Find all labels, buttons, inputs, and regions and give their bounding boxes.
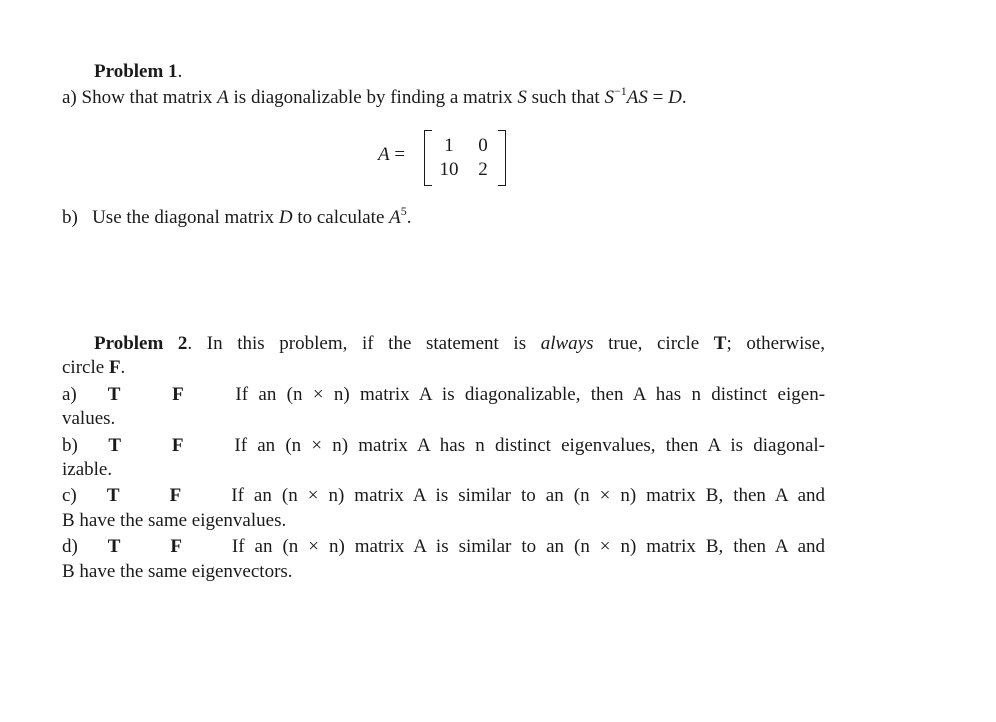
true-option[interactable]: T — [107, 384, 121, 405]
part-b-text: to calculate — [292, 207, 390, 228]
var-d: D — [668, 87, 682, 108]
part-b-label: b) — [62, 207, 78, 228]
part-a-text: is diagonalizable by finding a matrix — [228, 87, 518, 108]
tf-item-d — [62, 535, 825, 559]
intro-true-mark: T — [713, 333, 727, 354]
left-bracket — [424, 130, 432, 186]
item-statement-cont: izable. — [62, 459, 113, 480]
intro-text: ; otherwise, — [726, 333, 825, 354]
problem1-title: Problem 1 — [94, 61, 178, 82]
problem2-intro-line2 — [62, 356, 125, 380]
intro-emphasis: always — [540, 333, 594, 354]
item-statement-cont: values. — [62, 408, 116, 429]
problem2-intro — [94, 332, 825, 356]
var-a: A — [217, 87, 229, 108]
matrix-name: A — [378, 144, 390, 165]
problem1-heading: Problem 1. — [94, 61, 183, 82]
intro-text: circle — [62, 357, 109, 378]
false-option[interactable]: F — [169, 485, 182, 506]
intro-text: true, circle — [593, 333, 714, 354]
false-option[interactable]: F — [171, 435, 184, 456]
problem1-part-a — [62, 86, 687, 110]
var-s: S — [517, 87, 527, 108]
tf-item-a — [62, 383, 825, 407]
inverse-exponent: −1 — [613, 84, 627, 98]
false-option[interactable]: F — [172, 384, 184, 405]
item-statement: If an (n × n) matrix A is similar to an (n × n) matrix B, then A and — [231, 485, 826, 506]
item-label: a) — [62, 384, 77, 405]
tf-item-b — [62, 434, 825, 458]
false-option[interactable]: F — [170, 536, 182, 557]
var-s: S — [604, 87, 614, 108]
period: . — [681, 87, 687, 108]
intro-false-mark: F — [108, 357, 121, 378]
tf-item-b-cont — [62, 458, 112, 482]
power-exponent: 5 — [400, 204, 407, 218]
item-statement-cont: B have the same eigenvectors. — [62, 561, 293, 582]
item-statement: If an (n × n) matrix A is similar to an (n × n) matrix B, then A and — [231, 536, 826, 557]
problem1-part-b — [62, 206, 411, 230]
right-bracket — [498, 130, 506, 186]
matrix-equals: = — [389, 144, 406, 165]
part-a-text: Show that matrix — [81, 87, 218, 108]
item-statement: If an (n × n) matrix A is diagonalizable, then A has n distinct eigen- — [235, 384, 826, 405]
matrix-cell: 1 — [444, 135, 454, 156]
intro-text: . In this problem, if the statement is — [187, 333, 541, 354]
item-label: b) — [62, 435, 78, 456]
part-b-text: Use the diagonal matrix — [92, 207, 279, 228]
item-statement: If an (n × n) matrix A has n distinct eigenvalues, then A is diagonal- — [234, 435, 825, 456]
period: . — [120, 357, 126, 378]
equals-sign: = — [647, 87, 669, 108]
tf-item-d-cont — [62, 560, 293, 584]
tf-item-c-cont — [62, 509, 286, 533]
var-a: A — [389, 207, 401, 228]
matrix-cell: 2 — [478, 159, 488, 180]
var-as: AS — [626, 87, 648, 108]
var-d: D — [278, 207, 293, 228]
matrix-cell: 0 — [478, 135, 488, 156]
true-option[interactable]: T — [107, 536, 121, 557]
part-a-label: a) — [62, 87, 77, 108]
matrix-body — [424, 130, 506, 186]
item-label: c) — [62, 485, 77, 506]
matrix-cell: 10 — [439, 159, 459, 180]
item-statement-cont: B have the same eigenvalues. — [62, 510, 287, 531]
tf-item-a-cont — [62, 407, 115, 431]
true-option[interactable]: T — [106, 485, 120, 506]
period: . — [406, 207, 412, 228]
part-a-text: such that — [526, 87, 605, 108]
matrix-label — [378, 144, 405, 166]
item-label: d) — [62, 536, 78, 557]
problem2-title: Problem 2 — [94, 333, 188, 354]
true-option[interactable]: T — [108, 435, 122, 456]
tf-item-c — [62, 484, 825, 508]
